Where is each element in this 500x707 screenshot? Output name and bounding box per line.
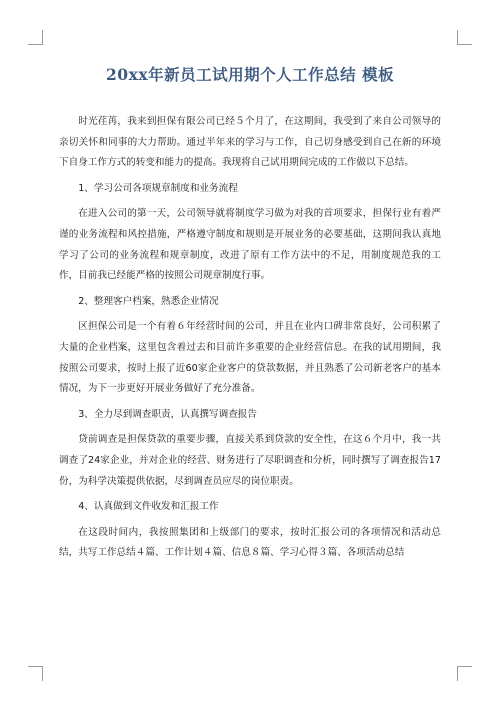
section-paragraph-2: 区担保公司是一个有着６年经营时间的公司，并且在业内口碑非常良好，公司积累了大量的企业档案，这里包含着过去和目前许多重要的企业经营信息。在我的试用期间，我按照公司要求，按时上报了近60家企业客户的贷款数据，并且熟悉了公司新老客户的基本情况，为下一步更好开展业务做好了充分准备。 bbox=[59, 321, 441, 395]
crop-mark-top-left bbox=[28, 30, 43, 45]
section-paragraph-1: 在进入公司的第一天，公司领导就将制度学习做为对我的首项要求，担保行业有着严谨的业务流程和风控措施，严格遵守制度和规则是开展业务的必要基础，这期间我认真地学习了公司的业务流程和规章制度，改进了原有工作方法中的不足，用制度规范我的工作，目前我已经能严格的按照公司规章制度行事。 bbox=[59, 208, 441, 282]
document-title: 20xx年新员工试用期个人工作总结 模板 bbox=[106, 65, 394, 84]
section-heading-4: 4、认真做到文件收发和汇报工作 bbox=[78, 501, 219, 513]
intro-paragraph: 时光荏苒，我来到担保有限公司已经５个月了，在这期间，我受到了来自公司领导的亲切关怀和同事的大力帮助。通过半年来的学习与工作，自己切身感受到自己在新的环境下自身工作方式的转变和能力的提高。我现将自己试用期间完成的工作做以下总结。 bbox=[59, 116, 441, 169]
section-paragraph-3: 贷前调查是担保贷款的重要步骤，直接关系到贷款的安全性，在这６个月中，我一共调查了24家企业，并对企业的经营、财务进行了尽职调查和分析，同时撰写了调查报告17份，为科学决策提供依据，尽到调查员应尽的岗位职责。 bbox=[59, 434, 441, 487]
crop-mark-top-right bbox=[457, 30, 472, 45]
crop-mark-bottom-left bbox=[28, 666, 43, 681]
crop-mark-bottom-right bbox=[457, 666, 472, 681]
section-heading-2: 2、整理客户档案，熟悉企业情况 bbox=[78, 295, 219, 307]
section-paragraph-4: 在这段时间内，我按照集团和上级部门的要求，按时汇报公司的各项情况和活动总结，共写工作总结４篇、工作计划４篇、信息８篇、学习心得３篇、各项活动总结 bbox=[59, 526, 441, 559]
document-body bbox=[59, 112, 441, 564]
section-heading-1: 1、学习公司各项规章制度和业务流程 bbox=[78, 182, 238, 194]
section-heading-3: 3、全力尽到调查职责，认真撰写调查报告 bbox=[78, 408, 257, 420]
